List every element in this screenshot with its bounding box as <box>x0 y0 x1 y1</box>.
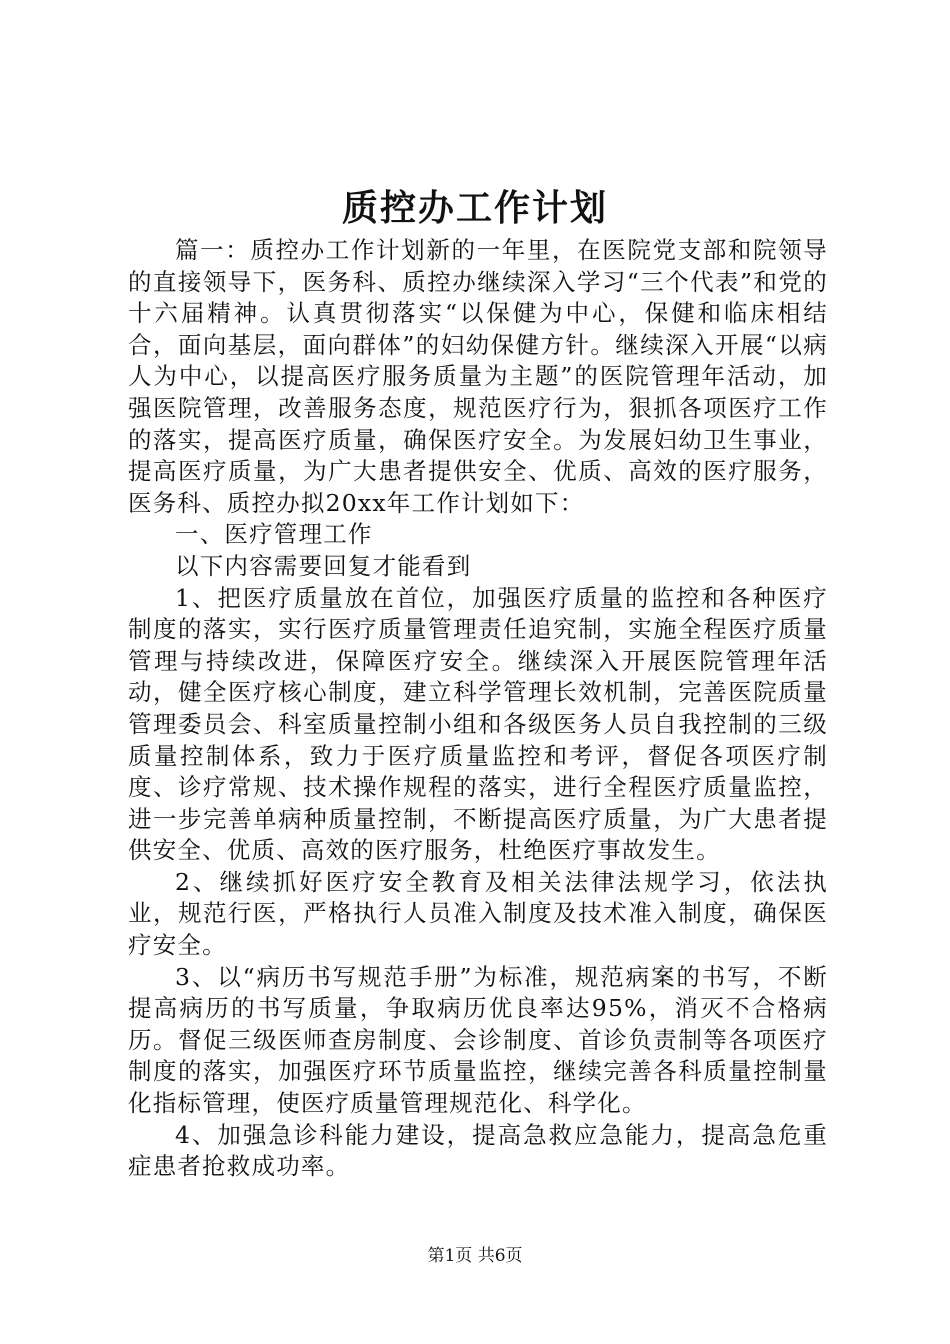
document-body <box>128 235 828 1183</box>
page-number-footer: 第1页 共6页 <box>427 1246 523 1266</box>
hidden-content-notice: 以下内容需要回复才能看到 <box>175 551 472 580</box>
document-title: 质控办工作计划 <box>341 187 608 229</box>
paragraph-item-3: 3、以“病历书写规范手册”为标准，规范病案的书写，不断提高病历的书写质量，争取病历优良率达95%，消灭不合格病历。督促三级医师查房制度、会诊制度、首诊负责制等各项医疗制度的落实，加强医疗环节质量监控，继续完善各科质量控制量化指标管理，使医疗质量管理规范化、科学化。 <box>128 962 828 1118</box>
paragraph-item-1: 1、把医疗质量放在首位，加强医疗质量的监控和各种医疗制度的落实，实行医疗质量管理责任追究制，实施全程医疗质量管理与持续改进，保障医疗安全。继续深入开展医院管理年活动，健全医疗核心制度，建立科学管理长效机制，完善医院质量管理委员会、科室质量控制小组和各级医务人员自我控制的三级质量控制体系，致力于医疗质量监控和考评，督促各项医疗制度、诊疗常规、技术操作规程的落实，进行全程医疗质量监控，进一步完善单病种质量控制，不断提高医疗质量，为广大患者提供安全、优质、高效的医疗服务，杜绝医疗事故发生。 <box>128 583 828 865</box>
section-heading: 一、医疗管理工作 <box>175 520 373 549</box>
paragraph-item-4: 4、加强急诊科能力建设，提高急救应急能力，提高急危重症患者抢救成功率。 <box>128 1120 828 1181</box>
paragraph-intro: 篇一：质控办工作计划新的一年里，在医院党支部和院领导的直接领导下，医务科、质控办继续深入学习“三个代表”和党的十六届精神。认真贯彻落实“以保健为中心，保健和临床相结合，面向基层，面向群体”的妇幼保健方针。继续深入开展“以病人为中心，以提高医疗服务质量为主题”的医院管理年活动，加强医院管理，改善服务态度，规范医疗行为，狠抓各项医疗工作的落实，提高医疗质量，确保医疗安全。为发展妇幼卫生事业，提高医疗质量，为广大患者提供安全、优质、高效的医疗服务，医务科、质控办拟20xx年工作计划如下： <box>128 236 828 517</box>
paragraph-item-2: 2、继续抓好医疗安全教育及相关法律法规学习，依法执业，规范行医，严格执行人员准入制度及技术准入制度，确保医疗安全。 <box>128 867 828 960</box>
